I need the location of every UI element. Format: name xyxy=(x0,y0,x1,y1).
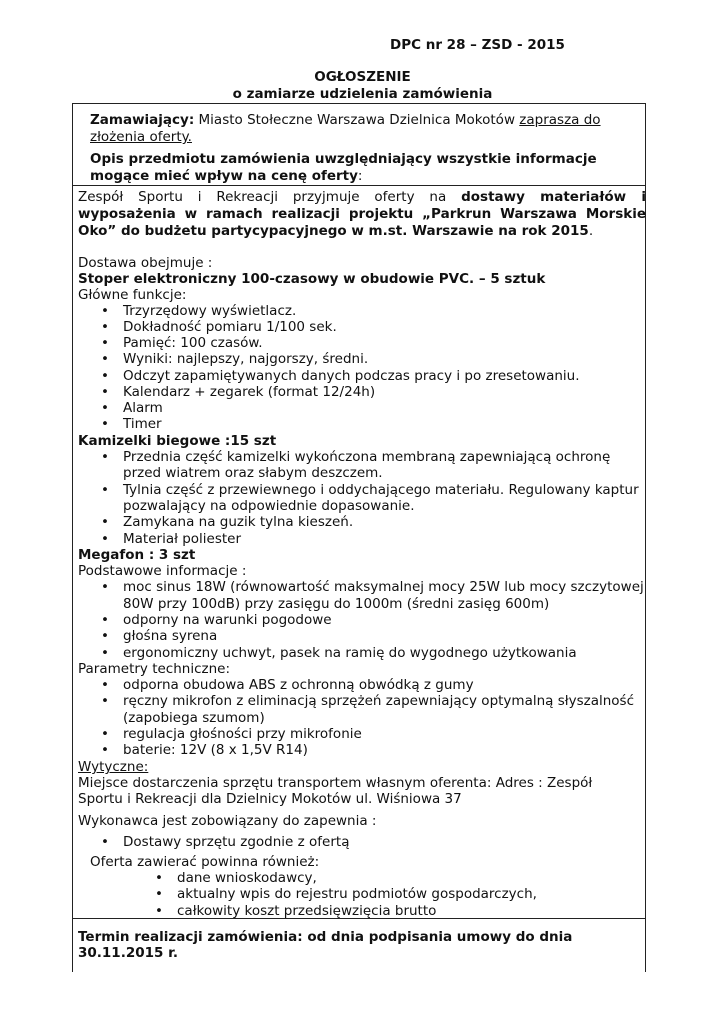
offer-contents-label: Oferta zawierać powinna również: xyxy=(90,854,320,870)
list-item-cont: 80W przy 100dB) przy zasięgu do 1000m (średni zasięg 600m) xyxy=(123,596,550,612)
deadline-date: 30.11.2015 r. xyxy=(78,945,178,961)
stopwatch-title: Stoper elektroniczny 100-czasowy w obudowie PVC. – 5 sztuk xyxy=(78,271,546,287)
megaphone-tech-label: Parametry techniczne: xyxy=(78,661,231,677)
megaphone-basic-label: Podstawowe informacje : xyxy=(78,563,247,579)
deadline-text: Termin realizacji zamówienia: od dnia podpisania umowy do dnia xyxy=(78,929,573,945)
description-heading-cont xyxy=(90,168,362,185)
list-item-cont: przed wiatrem oraz słabym deszczem. xyxy=(123,465,383,481)
list-item: • Dokładność pomiaru 1/100 sek. xyxy=(101,319,337,335)
delivery-place-cont: Sportu i Rekreacji dla Dzielnicy Mokotów ul. Wiśniowa 37 xyxy=(78,791,462,807)
list-item: • dane wnioskodawcy, xyxy=(155,870,317,886)
list-item: • Przednia część kamizelki wykończona membraną zapewniającą ochronę xyxy=(101,449,611,465)
list-item: • odporna obudowa ABS z ochronną obwódką z gumy xyxy=(101,677,474,693)
list-item-cont: pozwalający na odpowiednie dopasowanie. xyxy=(123,498,415,514)
list-item: • Alarm xyxy=(101,400,163,416)
list-item: • Materiał poliester xyxy=(101,531,242,547)
intro-line-2: wyposażenia w ramach realizacji projektu „Parkrun Warszawa Morskie xyxy=(78,206,646,222)
page-subtitle: o zamiarze udzielenia zamówienia xyxy=(232,86,493,102)
list-item: • Odczyt zapamiętywanych danych podczas pracy i po zresetowaniu. xyxy=(101,368,580,384)
list-item: • moc sinus 18W (równowartość maksymalnej mocy 25W lub mocy szczytowej xyxy=(101,579,644,595)
list-item: • głośna syrena xyxy=(101,628,218,644)
list-item: • Kalendarz + zegarek (format 12/24h) xyxy=(101,384,376,400)
ordering-party-section xyxy=(72,103,646,186)
list-item: • ergonomiczny uchwyt, pasek na ramię do wygodnego użytkowania xyxy=(101,645,577,661)
intro-bold: dostawy materiałów i xyxy=(461,189,647,205)
list-item: • Trzyrzędowy wyświetlacz. xyxy=(101,303,297,319)
list-item: • ręczny mikrofon z eliminacją sprzężeń zapewniający optymalną słyszalność xyxy=(101,693,634,709)
list-item: • Tylnia część z przewiewnego i oddychającego materiału. Regulowany kaptur xyxy=(101,482,639,498)
contractor-obligation: Wykonawca jest zobowiązany do zapewnia : xyxy=(78,813,377,829)
delivery-place: Miejsce dostarczenia sprzętu transportem własnym oferenta: Adres : Zespół xyxy=(78,775,593,791)
delivery-intro: Dostawa obejmuje : xyxy=(78,255,213,271)
intro-bold-end: Oko” do budżetu partycypacyjnego w m.st. Warszawie na rok 2015 xyxy=(78,223,589,239)
ordering-party-label: Zamawiający: xyxy=(90,112,195,128)
stopwatch-functions-label: Główne funkcje: xyxy=(78,287,187,303)
page-title: OGŁOSZENIE xyxy=(314,69,411,85)
list-item: • Timer xyxy=(101,416,162,432)
guidelines-label: Wytyczne: xyxy=(78,759,149,775)
invitation-text-cont: złożenia oferty. xyxy=(90,129,192,145)
description-heading-colon: : xyxy=(357,168,363,184)
ordering-party-name: Miasto Stołeczne Warszawa Dzielnica Mokotów xyxy=(194,112,520,128)
ordering-party-line xyxy=(90,112,601,129)
description-heading-bold: mogące mieć wpływ na cenę oferty xyxy=(90,168,358,184)
vests-title: Kamizelki biegowe :15 szt xyxy=(78,433,277,449)
document-reference: DPC nr 28 – ZSD - 2015 xyxy=(390,37,565,53)
list-item: • regulacja głośności przy mikrofonie xyxy=(101,726,362,742)
megaphone-title: Megafon : 3 szt xyxy=(78,547,196,563)
intro-text: Zespół Sportu i Rekreacji przyjmuje oferty na xyxy=(78,189,462,205)
list-item: • baterie: 12V (8 x 1,5V R14) xyxy=(101,742,308,758)
list-item-cont: (zapobiega szumom) xyxy=(123,710,265,726)
list-item: • odporny na warunki pogodowe xyxy=(101,612,332,628)
intro-period: . xyxy=(588,223,594,239)
intro-line-3 xyxy=(78,223,593,240)
invitation-text: zaprasza do xyxy=(519,112,601,128)
description-heading: Opis przedmiotu zamówienia uwzględniający wszystkie informacje xyxy=(90,151,597,167)
list-item: • Pamięć: 100 czasów. xyxy=(101,335,263,351)
deadline-section xyxy=(72,919,646,972)
list-item: • Dostawy sprzętu zgodnie z ofertą xyxy=(101,834,350,850)
list-item: • aktualny wpis do rejestru podmiotów gospodarczych, xyxy=(155,886,537,902)
order-description-section xyxy=(72,186,646,919)
list-item: • Wyniki: najlepszy, najgorszy, średni. xyxy=(101,351,369,367)
list-item: • Zamykana na guzik tylna kieszeń. xyxy=(101,514,354,530)
list-item: • całkowity koszt przedsięwzięcia brutto xyxy=(155,903,437,919)
intro-line-1 xyxy=(78,189,646,206)
